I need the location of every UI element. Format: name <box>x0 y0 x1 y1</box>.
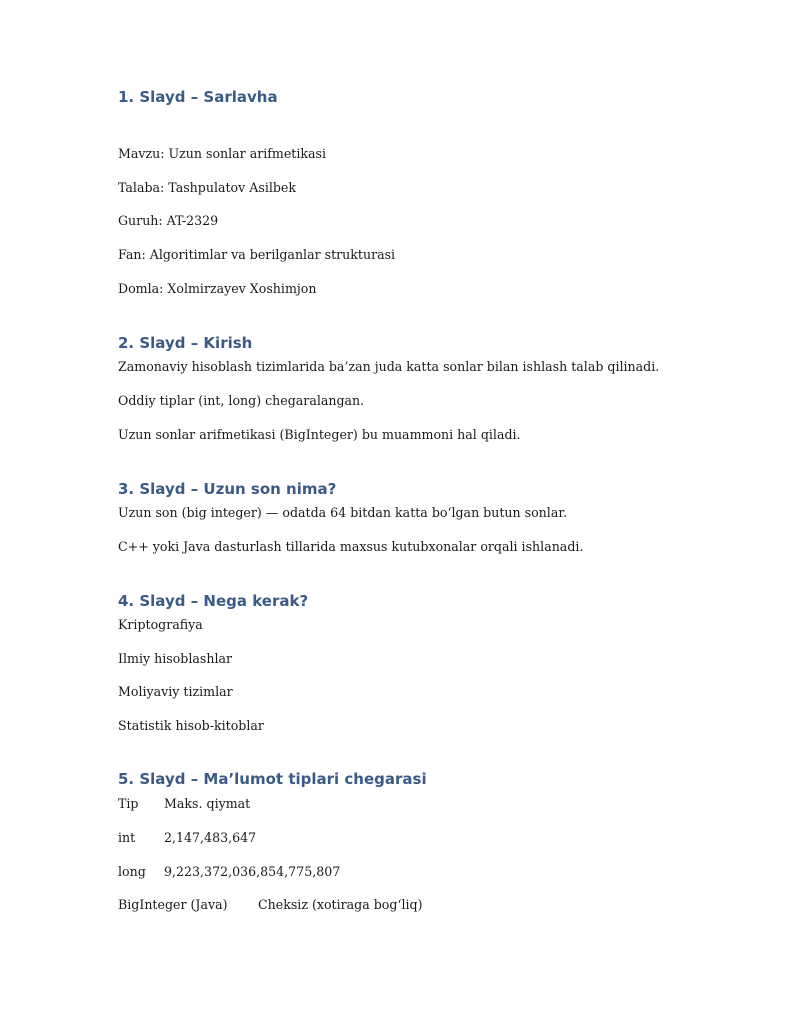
reason-item-1: Kriptografiya <box>118 617 203 632</box>
teacher-line: Domla: Xolmirzayev Xoshimjon <box>118 281 317 296</box>
slide-1-heading: 1. Slayd – Sarlavha <box>118 88 278 106</box>
slide-3-heading: 3. Slayd – Uzun son nima? <box>118 480 337 498</box>
intro-line-1: Zamonaviy hisoblash tizimlarida ba’zan juda katta sonlar bilan ishlash talab qilinadi. <box>118 359 660 374</box>
slide-3-section <box>118 480 718 554</box>
limits-cell-value: 2,147,483,647 <box>164 830 257 845</box>
reason-item-3: Moliyaviy tizimlar <box>118 684 233 699</box>
definition-line-2: C++ yoki Java dasturlash tillarida maxsus kutubxonalar orqali ishlanadi. <box>118 539 584 554</box>
intro-line-3: Uzun sonlar arifmetikasi (BigInteger) bu muammoni hal qiladi. <box>118 427 521 442</box>
slide-1-section <box>118 88 718 296</box>
limits-cell-type: Tip <box>118 796 139 811</box>
reason-item-4: Statistik hisob-kitoblar <box>118 718 264 733</box>
limits-cell-type: BigInteger (Java) <box>118 897 228 912</box>
slide-5-heading: 5. Slayd – Ma’lumot tiplari chegarasi <box>118 770 427 788</box>
intro-line-2: Oddiy tiplar (int, long) chegaralangan. <box>118 393 365 408</box>
slide-2-heading: 2. Slayd – Kirish <box>118 334 253 352</box>
slide-2-section <box>118 334 718 442</box>
slide-4-heading: 4. Slayd – Nega kerak? <box>118 592 309 610</box>
group-line: Guruh: AT-2329 <box>118 213 219 228</box>
slide-5-section <box>118 770 718 912</box>
definition-line-1: Uzun son (big integer) — odatda 64 bitdan katta bo‘lgan butun sonlar. <box>118 505 567 520</box>
limits-row-int <box>118 830 256 846</box>
topic-line: Mavzu: Uzun sonlar arifmetikasi <box>118 146 327 161</box>
subject-line: Fan: Algoritimlar va berilganlar strukturasi <box>118 247 396 262</box>
student-line: Talaba: Tashpulatov Asilbek <box>118 180 297 195</box>
limits-cell-type: int <box>118 830 136 845</box>
limits-header-row <box>118 796 250 812</box>
reason-item-2: Ilmiy hisoblashlar <box>118 651 233 666</box>
limits-row-long <box>118 864 340 880</box>
limits-cell-value: Maks. qiymat <box>164 796 251 811</box>
slide-4-section <box>118 592 718 733</box>
limits-cell-type: long <box>118 864 146 879</box>
limits-cell-value: Cheksiz (xotiraga bog‘liq) <box>258 897 423 912</box>
limits-row-biginteger <box>118 897 423 913</box>
limits-cell-value: 9,223,372,036,854,775,807 <box>164 864 341 879</box>
